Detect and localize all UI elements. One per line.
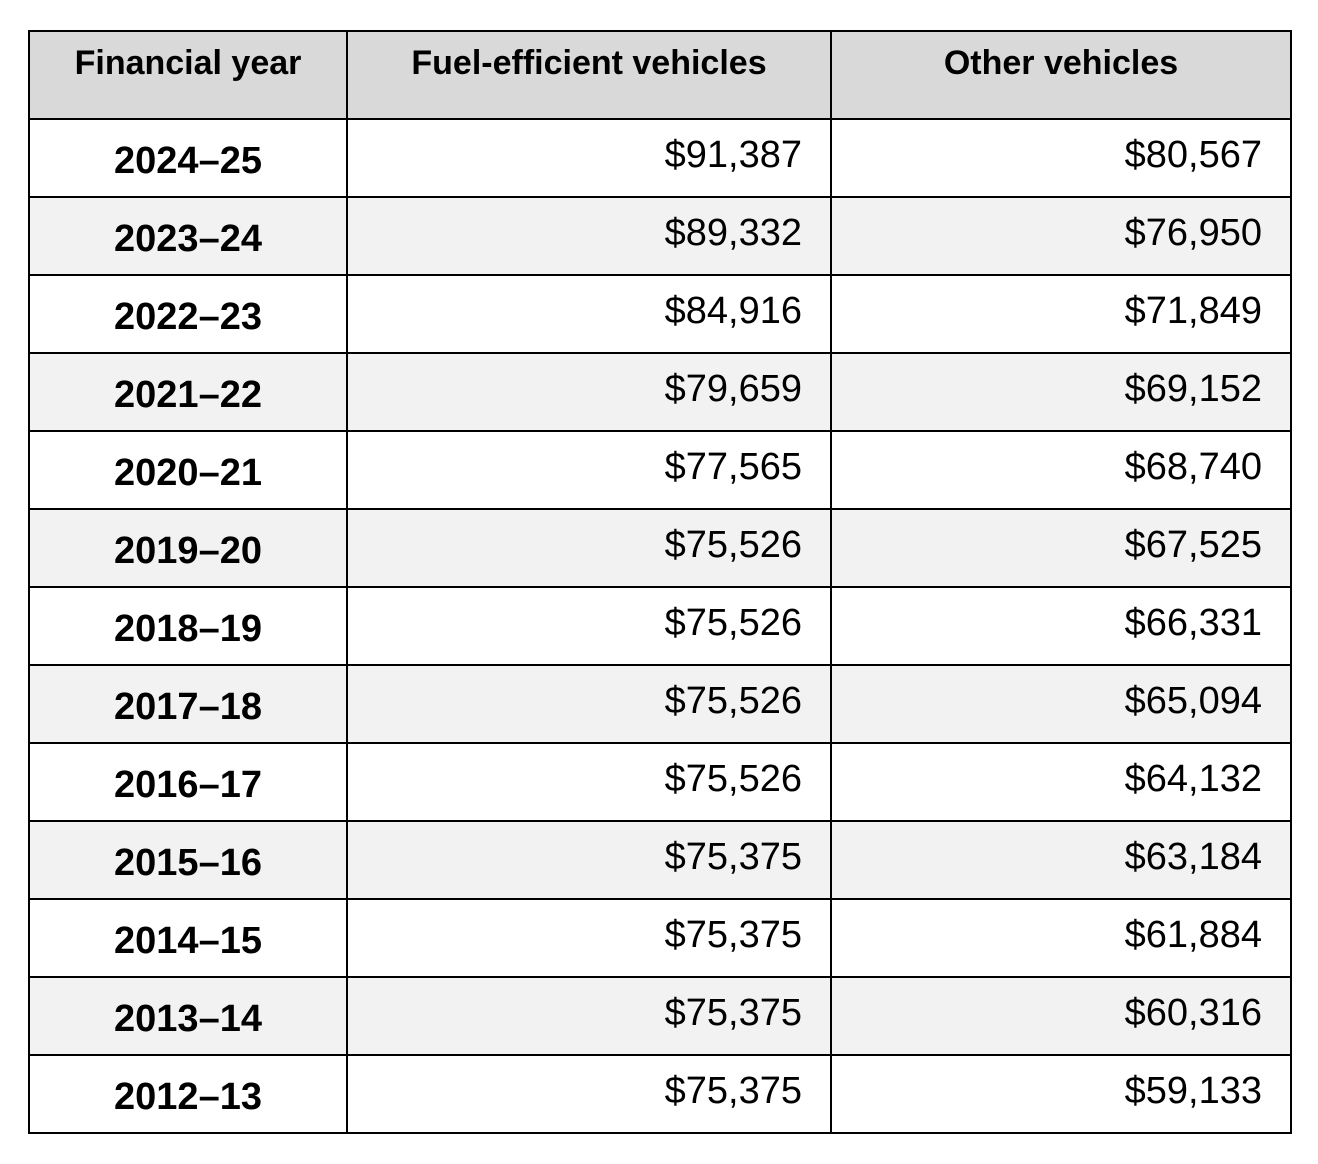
table-row [29,119,1291,197]
header-other-vehicles: Other vehicles [831,31,1291,119]
fuel-efficient-cell: $84,916 [347,275,831,353]
table-row [29,743,1291,821]
year-cell: 2021–22 [29,353,347,431]
table-row [29,977,1291,1055]
year-cell: 2012–13 [29,1055,347,1133]
table-row [29,197,1291,275]
other-vehicles-cell: $59,133 [831,1055,1291,1133]
table-row [29,431,1291,509]
other-vehicles-cell: $60,316 [831,977,1291,1055]
other-vehicles-cell: $68,740 [831,431,1291,509]
year-cell: 2023–24 [29,197,347,275]
table-row [29,821,1291,899]
header-financial-year: Financial year [29,31,347,119]
fuel-efficient-cell: $75,375 [347,1055,831,1133]
year-cell: 2020–21 [29,431,347,509]
fuel-efficient-cell: $75,375 [347,977,831,1055]
other-vehicles-cell: $66,331 [831,587,1291,665]
table-row [29,275,1291,353]
table-container [28,30,1292,1134]
fuel-efficient-cell: $75,526 [347,665,831,743]
fuel-efficient-cell: $89,332 [347,197,831,275]
other-vehicles-cell: $65,094 [831,665,1291,743]
year-cell: 2015–16 [29,821,347,899]
table-header [29,31,1291,119]
fuel-efficient-cell: $75,526 [347,587,831,665]
other-vehicles-cell: $80,567 [831,119,1291,197]
car-limit-table [28,30,1292,1134]
year-cell: 2017–18 [29,665,347,743]
year-cell: 2013–14 [29,977,347,1055]
year-cell: 2022–23 [29,275,347,353]
fuel-efficient-cell: $75,375 [347,821,831,899]
table-row [29,587,1291,665]
header-fuel-efficient-vehicles: Fuel-efficient vehicles [347,31,831,119]
fuel-efficient-cell: $75,526 [347,743,831,821]
table-body [29,119,1291,1133]
table-row [29,509,1291,587]
fuel-efficient-cell: $79,659 [347,353,831,431]
other-vehicles-cell: $69,152 [831,353,1291,431]
year-cell: 2019–20 [29,509,347,587]
other-vehicles-cell: $67,525 [831,509,1291,587]
other-vehicles-cell: $71,849 [831,275,1291,353]
fuel-efficient-cell: $75,526 [347,509,831,587]
year-cell: 2024–25 [29,119,347,197]
other-vehicles-cell: $63,184 [831,821,1291,899]
other-vehicles-cell: $61,884 [831,899,1291,977]
table-row [29,353,1291,431]
year-cell: 2014–15 [29,899,347,977]
year-cell: 2016–17 [29,743,347,821]
table-row [29,665,1291,743]
header-row [29,31,1291,119]
fuel-efficient-cell: $75,375 [347,899,831,977]
other-vehicles-cell: $64,132 [831,743,1291,821]
other-vehicles-cell: $76,950 [831,197,1291,275]
table-row [29,899,1291,977]
table-row [29,1055,1291,1133]
fuel-efficient-cell: $91,387 [347,119,831,197]
year-cell: 2018–19 [29,587,347,665]
fuel-efficient-cell: $77,565 [347,431,831,509]
